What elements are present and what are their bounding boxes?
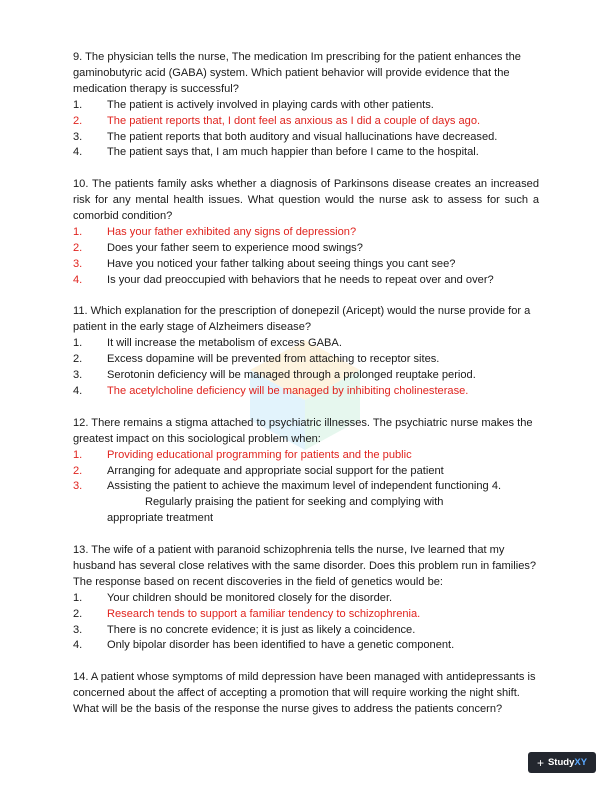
option-number: 2. bbox=[73, 464, 83, 477]
option-number: 2. bbox=[73, 607, 83, 620]
option-1 bbox=[73, 98, 539, 114]
question-stem: 14. A patient whose symptoms of mild depression have been managed with antidepressants is concerned about the affect of accepting a promotion that will require working the night shift. What will be the basis of the response the nurse gives to address the patients concern? bbox=[73, 671, 536, 716]
option-1 bbox=[73, 336, 539, 352]
question-stem: 9. The physician tells the nurse, The medication Im prescribing for the patient enhances the gaminobutyric acid (GABA) system. Which patient behavior will provide evidence that the medication therapy is successful? bbox=[73, 51, 521, 95]
option-text: The patient says that, I am much happier than before I came to the hospital. bbox=[107, 146, 479, 159]
option-number: 1. bbox=[73, 448, 83, 461]
plus-icon: + bbox=[536, 755, 544, 770]
option-text: Your children should be monitored closely for the disorder. bbox=[107, 591, 393, 604]
option-text: Is your dad preoccupied with behaviors that he needs to repeat over and over? bbox=[107, 273, 494, 286]
option-2 bbox=[73, 352, 539, 368]
option-4-answer bbox=[73, 384, 539, 400]
option-number: 4. bbox=[73, 146, 83, 159]
option-2 bbox=[73, 464, 539, 480]
option-number: 4. bbox=[73, 273, 83, 286]
question-stem: 10. The patients family asks whether a diagnosis of Parkinsons disease creates an increased risk for any mental health issues. What question would the nurse ask to assess for such a comorbid condition? bbox=[73, 178, 539, 223]
option-text: Have you noticed your father talking about seeing things you cant see? bbox=[107, 257, 456, 270]
option-text: Serotonin deficiency will be managed through a prolonged reuptake period. bbox=[107, 369, 476, 382]
option-2 bbox=[73, 241, 539, 257]
option-4-text-continued: appropriate treatment bbox=[107, 512, 214, 525]
option-4 bbox=[73, 273, 539, 289]
option-number: 3. bbox=[73, 480, 83, 493]
option-text: The patient reports that both auditory and visual hallucinations have decreased. bbox=[107, 130, 498, 143]
option-text: The patient is actively involved in playing cards with other patients. bbox=[107, 98, 434, 111]
option-4 bbox=[73, 145, 539, 161]
question-14 bbox=[73, 670, 539, 718]
option-2-answer bbox=[73, 114, 539, 130]
option-4-text: Regularly praising the patient for seeking and complying with bbox=[145, 496, 444, 509]
option-number: 1. bbox=[73, 591, 83, 604]
option-text: Assisting the patient to achieve the maximum level of independent functioning 4. bbox=[107, 480, 502, 493]
option-text: Arranging for adequate and appropriate social support for the patient bbox=[107, 464, 444, 477]
document-content bbox=[73, 50, 539, 734]
studyxy-badge[interactable] bbox=[528, 752, 596, 773]
option-number: 3. bbox=[73, 369, 83, 382]
option-3 bbox=[73, 623, 539, 639]
question-13 bbox=[73, 543, 539, 654]
brand-name: StudyXY bbox=[547, 757, 588, 768]
option-text: Excess dopamine will be prevented from attaching to receptor sites. bbox=[107, 353, 440, 366]
option-number: 4. bbox=[73, 639, 83, 652]
option-text: Has your father exhibited any signs of depression? bbox=[107, 225, 357, 238]
option-4 bbox=[73, 638, 539, 654]
option-number: 1. bbox=[73, 225, 83, 238]
option-1 bbox=[73, 591, 539, 607]
option-text: The acetylcholine deficiency will be managed by inhibiting cholinesterase. bbox=[107, 385, 469, 397]
option-number: 1. bbox=[73, 337, 83, 350]
option-1-answer bbox=[73, 448, 539, 464]
option-text: Only bipolar disorder has been identified to have a genetic component. bbox=[107, 639, 455, 652]
option-1-answer bbox=[73, 225, 539, 241]
question-12 bbox=[73, 416, 539, 527]
option-2-answer bbox=[73, 607, 539, 623]
option-3 bbox=[73, 257, 539, 273]
question-stem: 12. There remains a stigma attached to psychiatric illnesses. The psychiatric nurse makes the greatest impact on this sociological problem when: bbox=[73, 416, 533, 445]
option-text: There is no concrete evidence; it is just as likely a coincidence. bbox=[107, 623, 416, 636]
option-number: 2. bbox=[73, 353, 83, 366]
question-10 bbox=[73, 177, 539, 288]
option-text: The patient reports that, I dont feel as anxious as I did a couple of days ago. bbox=[107, 114, 481, 127]
option-text: Research tends to support a familiar tendency to schizophrenia. bbox=[107, 607, 421, 620]
question-stem: 11. Which explanation for the prescription of donepezil (Aricept) would the nurse provide for a patient in the early stage of Alzheimers disease? bbox=[73, 305, 531, 334]
option-number: 3. bbox=[73, 130, 83, 143]
question-9 bbox=[73, 50, 539, 161]
option-text: It will increase the metabolism of excess GABA. bbox=[107, 337, 342, 350]
option-number: 4. bbox=[73, 385, 83, 397]
option-number: 2. bbox=[73, 114, 83, 127]
option-3 bbox=[73, 479, 539, 495]
question-stem: 13. The wife of a patient with paranoid schizophrenia tells the nurse, Ive learned that my husband has several close relatives with the same disorder. Does this problem run in families? The response based on recent discoveries in the field of genetics would be: bbox=[73, 544, 537, 588]
option-3 bbox=[73, 368, 539, 384]
option-number: 3. bbox=[73, 257, 83, 270]
option-text: Providing educational programming for patients and the public bbox=[107, 448, 412, 461]
option-number: 2. bbox=[73, 241, 83, 254]
option-text: Does your father seem to experience mood swings? bbox=[107, 241, 363, 254]
option-number: 1. bbox=[73, 98, 83, 111]
option-3 bbox=[73, 130, 539, 146]
question-11 bbox=[73, 304, 539, 399]
option-number: 3. bbox=[73, 623, 83, 636]
